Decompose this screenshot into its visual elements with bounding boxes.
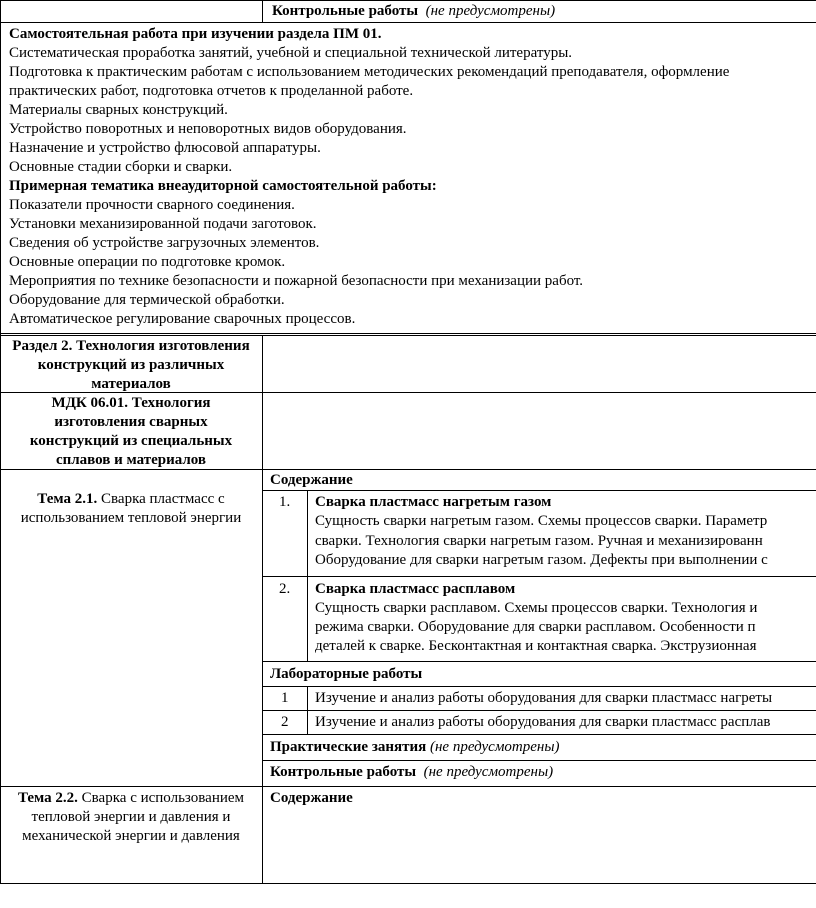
rule [262, 490, 816, 491]
self-study-line: Подготовка к практическим работам с использованием методических рекомендаций преподавателя, оформление [9, 64, 730, 80]
self-study-heading: Самостоятельная работа при изучении раздела ПМ 01. [9, 26, 382, 42]
control-label: Контрольные работы [270, 764, 417, 780]
rule [262, 0, 263, 22]
control-row [270, 763, 553, 782]
topic21-text: Сварка пластмасс с использованием тепловой энергии [20, 491, 242, 526]
labs-label: Лабораторные работы [270, 666, 423, 682]
topic22-content-label: Содержание [270, 790, 353, 806]
topic-line: Показатели прочности сварного соединения. [9, 197, 295, 213]
rule [0, 0, 816, 1]
item-title: Сварка пластмасс нагретым газом [315, 494, 552, 510]
rule [0, 0, 1, 884]
mdk-title: МДК 06.01. Технология изготовления сварных конструкций из специальных сплавов и материалов [29, 395, 233, 468]
section2-title: Раздел 2. Технология изготовления конструкций из различных материалов [12, 338, 250, 392]
item-line: Сущность сварки расплавом. Схемы процессов сварки. Технология и [315, 600, 758, 616]
item-line: деталей к сварке. Бесконтактная и контактная сварка. Экструзионная [315, 638, 757, 654]
self-study-line: Назначение и устройство флюсовой аппаратуры. [9, 140, 321, 156]
row0-control-label: Контрольные работы [272, 3, 419, 19]
rule [262, 576, 816, 577]
rule [0, 335, 816, 336]
practice-row [270, 738, 559, 757]
control-note: (не предусмотрены) [423, 764, 554, 780]
practice-label: Практические занятия [270, 739, 427, 755]
item-line: Оборудование для сварки нагретым газом. Дефекты при выполнении с [315, 552, 768, 568]
rule [262, 760, 816, 761]
practice-note: (не предусмотрены) [429, 739, 560, 755]
self-study-line: практических работ, подготовка отчетов к проделанной работе. [9, 83, 414, 99]
topic21-title [10, 490, 252, 528]
rule [0, 22, 816, 23]
topic-line: Основные операции по подготовке кромок. [9, 254, 286, 270]
topic-line: Оборудование для термической обработки. [9, 292, 285, 308]
topic22-text: Сварка с использованием тепловой энергии и давления и механической энергии и давления [22, 790, 245, 844]
rule [0, 333, 816, 334]
rule [262, 734, 816, 735]
row0-control [272, 2, 555, 21]
topic-line: Мероприятия по технике безопасности и пожарной безопасности при механизации работ. [9, 273, 584, 289]
row0-control-note: (не предусмотрены) [425, 3, 556, 19]
topic22-label: Тема 2.2. [17, 790, 78, 806]
topic21-label: Тема 2.1. [37, 491, 98, 507]
rule [0, 883, 816, 884]
self-study-line: Материалы сварных конструкций. [9, 102, 228, 118]
item-line: режима сварки. Оборудование для сварки расплавом. Особенности п [315, 619, 756, 635]
topics-heading: Примерная тематика внеаудиторной самостоятельной работы: [9, 178, 437, 194]
self-study-line: Основные стадии сборки и сварки. [9, 159, 233, 175]
topic21-content-label: Содержание [270, 472, 353, 488]
item-line: Сущность сварки нагретым газом. Схемы процессов сварки. Параметр [315, 513, 768, 529]
lab-number: 2 [281, 714, 289, 730]
self-study-line: Систематическая проработка занятий, учебной и специальной технической литературы. [9, 45, 573, 61]
topic22-title [10, 789, 252, 846]
item-number: 1. [279, 494, 291, 510]
lab-number: 1 [281, 690, 289, 706]
topic-line: Автоматическое регулирование сварочных процессов. [9, 311, 356, 327]
item-number: 2. [279, 581, 291, 597]
self-study-line: Устройство поворотных и неповоротных видов оборудования. [9, 121, 407, 137]
lab-text: Изучение и анализ работы оборудования для сварки пластмасс расплав [315, 714, 771, 730]
rule [0, 786, 816, 787]
topic-line: Установки механизированной подачи заготовок. [9, 216, 317, 232]
item-title: Сварка пластмасс расплавом [315, 581, 516, 597]
item-line: сварки. Технология сварки нагретым газом. Ручная и механизированн [315, 533, 763, 549]
lab-text: Изучение и анализ работы оборудования для сварки пластмасс нагреты [315, 690, 773, 706]
rule [262, 661, 816, 662]
rule [262, 710, 816, 711]
rule [262, 335, 263, 884]
rule [262, 686, 816, 687]
topic-line: Сведения об устройстве загрузочных элементов. [9, 235, 320, 251]
